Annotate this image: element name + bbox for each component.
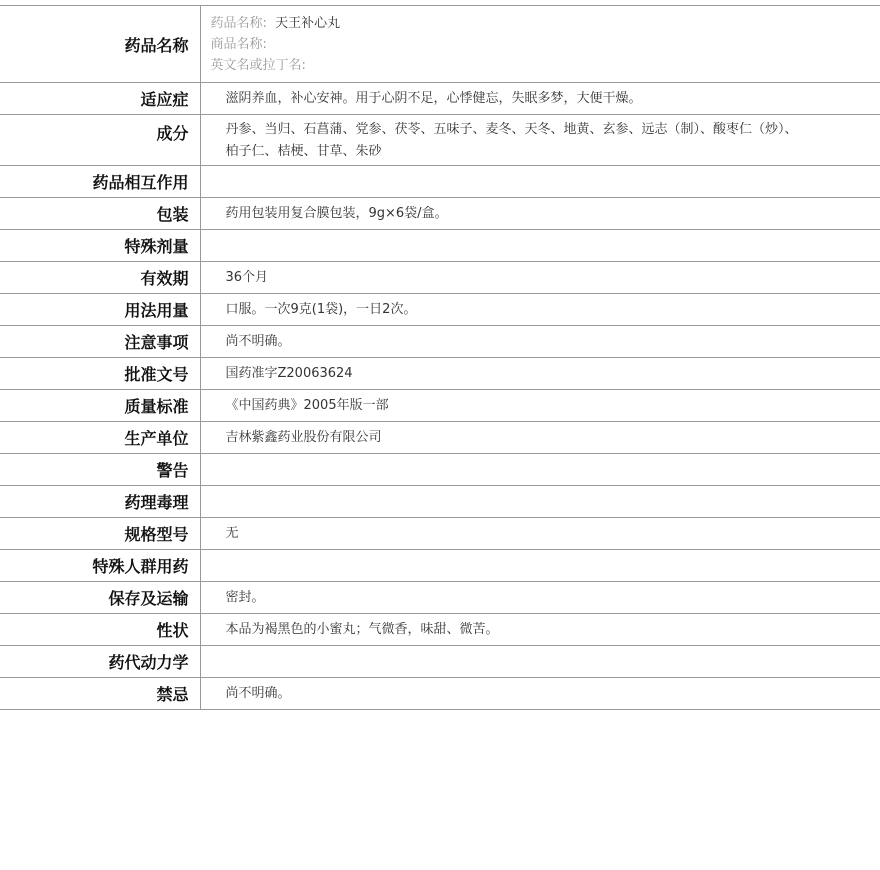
row-label: 警告 <box>0 454 200 486</box>
row-value: 本品为褐黑色的小蜜丸；气微香，味甜、微苦。 <box>225 621 499 637</box>
row-value: 36个月 <box>225 269 269 285</box>
trade-name-line <box>211 34 801 55</box>
drug-info-table <box>0 5 880 710</box>
row-label: 生产单位 <box>0 422 200 454</box>
row-manufacturer <box>0 422 880 454</box>
row-quality-standard <box>0 390 880 422</box>
row-contraindications <box>0 678 880 710</box>
row-description <box>0 614 880 646</box>
row-storage <box>0 582 880 614</box>
row-value <box>200 646 880 678</box>
row-value: 尚不明确。 <box>225 685 291 701</box>
row-value: 滋阴养血，补心安神。用于心阴不足，心悸健忘，失眠多梦，大便干燥。 <box>225 90 642 106</box>
row-warning <box>0 454 880 486</box>
row-label: 性状 <box>0 614 200 646</box>
row-special-dosage <box>0 230 880 262</box>
row-ingredients <box>0 115 880 166</box>
row-label: 规格型号 <box>0 518 200 550</box>
row-label: 药理毒理 <box>0 486 200 518</box>
row-shelf-life <box>0 262 880 294</box>
english-name-key: 英文名或拉丁名: <box>210 57 306 73</box>
english-name-line <box>211 55 801 76</box>
row-label: 适应症 <box>0 83 200 115</box>
row-label: 特殊剂量 <box>0 230 200 262</box>
trade-name-key: 商品名称: <box>210 36 267 52</box>
row-pharmacology <box>0 486 880 518</box>
row-value <box>200 454 880 486</box>
row-drug-name <box>0 6 880 83</box>
row-value: 丹参、当归、石菖蒲、党参、茯苓、五味子、麦冬、天冬、地黄、玄参、远志（制）、酸枣仁（炒）、柏子仁、桔梗、甘草、朱砂 <box>225 122 798 159</box>
row-label: 注意事项 <box>0 326 200 358</box>
row-value: 国药准字Z20063624 <box>225 365 353 381</box>
row-value: 药用包装用复合膜包装，9g×6袋/盒。 <box>225 205 448 221</box>
row-value <box>200 550 880 582</box>
row-specification <box>0 518 880 550</box>
row-precautions <box>0 326 880 358</box>
row-label: 质量标准 <box>0 390 200 422</box>
row-value: 尚不明确。 <box>225 333 291 349</box>
generic-name-line <box>211 13 801 34</box>
row-value: 密封。 <box>225 589 265 605</box>
row-dosage <box>0 294 880 326</box>
row-packaging <box>0 198 880 230</box>
row-value: 口服。一次9克(1袋)，一日2次。 <box>225 301 417 317</box>
row-label: 药品相互作用 <box>0 166 200 198</box>
row-label: 包装 <box>0 198 200 230</box>
row-label: 药代动力学 <box>0 646 200 678</box>
row-label: 有效期 <box>0 262 200 294</box>
row-interactions <box>0 166 880 198</box>
row-label: 药品名称 <box>0 6 200 83</box>
drug-name-block <box>201 13 801 76</box>
row-value <box>200 166 880 198</box>
row-label: 用法用量 <box>0 294 200 326</box>
generic-name-key: 药品名称: <box>210 15 267 31</box>
row-value: 吉林紫鑫药业股份有限公司 <box>225 429 382 445</box>
row-value: 《中国药典》2005年版一部 <box>225 397 389 413</box>
row-value: 无 <box>225 525 239 541</box>
generic-name-value: 天王补心丸 <box>275 15 341 31</box>
row-value <box>200 230 880 262</box>
row-approval-number <box>0 358 880 390</box>
row-label: 特殊人群用药 <box>0 550 200 582</box>
row-value <box>200 6 880 83</box>
row-special-populations <box>0 550 880 582</box>
row-pharmacokinetics <box>0 646 880 678</box>
row-label: 成分 <box>0 115 200 166</box>
row-indications <box>0 83 880 115</box>
row-label: 保存及运输 <box>0 582 200 614</box>
row-label: 禁忌 <box>0 678 200 710</box>
row-label: 批准文号 <box>0 358 200 390</box>
row-value <box>200 486 880 518</box>
